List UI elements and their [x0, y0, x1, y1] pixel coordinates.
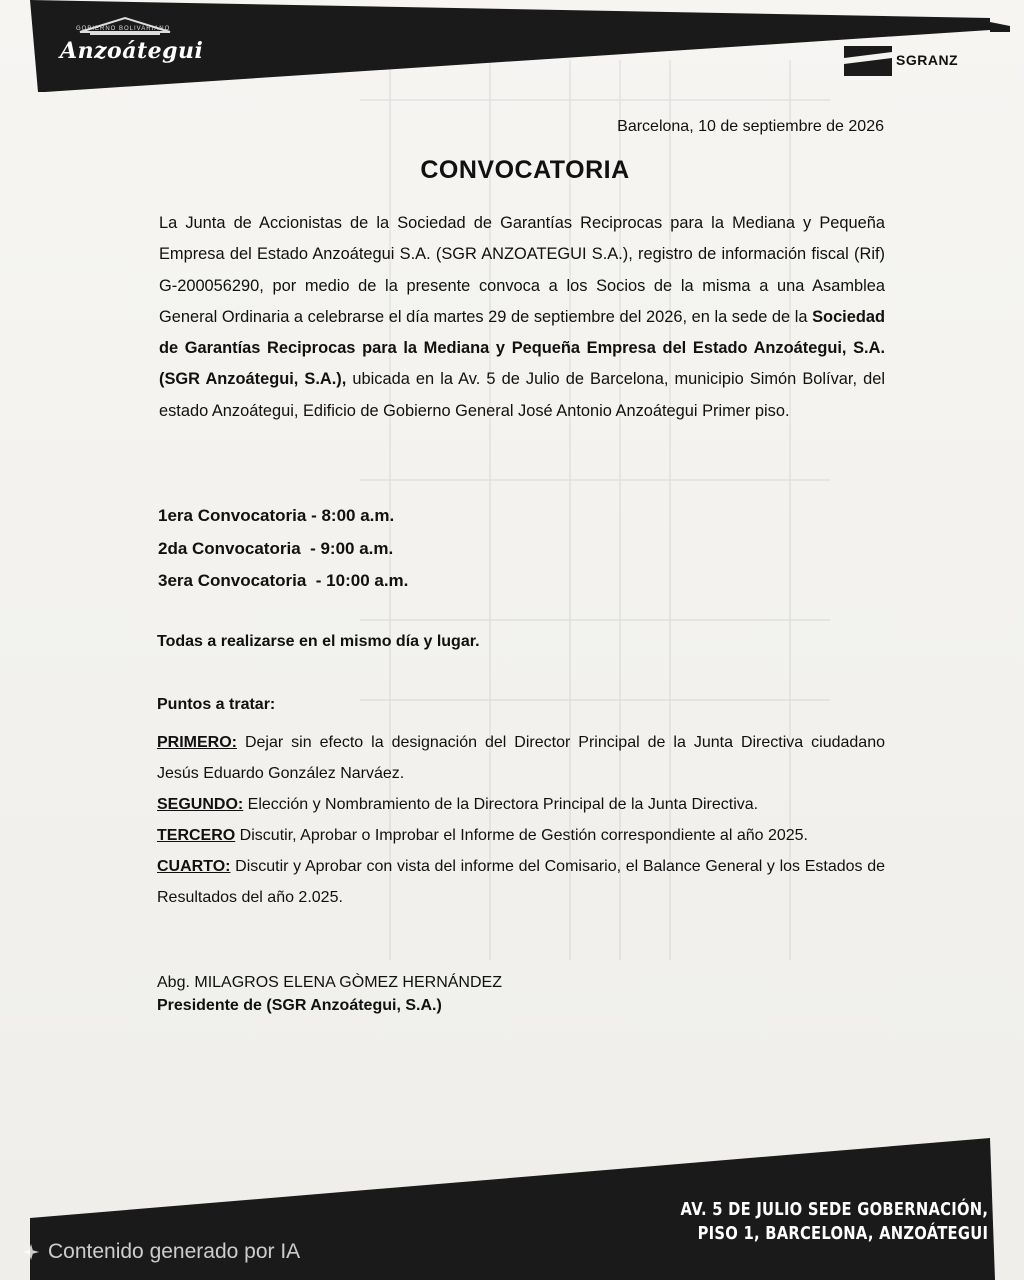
entity-name: Sociedad de Garantías Reciprocas para la Mediana y Pequeña Empresa del Estado Anzoátegui, S.A. (SGR Anzoátegui, S.A.), [159, 307, 885, 389]
point-label: PRIMERO: [157, 734, 237, 751]
agenda-points [157, 727, 885, 913]
point-text: Elección y Nombramiento de la Directora Principal de la Junta Directiva. [243, 796, 759, 813]
point-label: CUARTO: [157, 858, 231, 875]
date-line: Barcelona, 10 de septiembre de 2026 [617, 118, 884, 135]
location-text: ubicada en la Av. 5 de Julio de Barcelona, municipio Simón Bolívar, del estado Anzoátegui, Edificio de Gobierno General José Antonio Anzoátegui Primer piso. [159, 370, 885, 420]
sgranz-wordmark: SGRANZ [896, 52, 959, 68]
list-item [157, 789, 885, 820]
point-label: SEGUNDO: [157, 796, 244, 813]
point-text: Dejar sin efecto la designación del Director Principal de la Junta Directiva ciudadano Jesús Eduardo González Narváez. [157, 734, 885, 782]
signatory-name: Abg. MILAGROS ELENA GÒMEZ HERNÁNDEZ [157, 974, 502, 991]
ai-generated-badge [22, 1240, 300, 1264]
list-item: 2da Convocatoria - 9:00 a.m. [158, 538, 394, 558]
list-item [157, 727, 885, 789]
convocation-paragraph [159, 208, 885, 427]
sparkle-icon [22, 1243, 40, 1261]
point-text: Discutir, Aprobar o Improbar el Informe de Gestión correspondiente al año 2025. [235, 827, 808, 844]
logo-caption: GOBIERNO BOLIVARIANO [76, 26, 171, 32]
list-item: 1era Convocatoria - 8:00 a.m. [158, 506, 395, 525]
ai-watermark-label: Contenido generado por IA [48, 1240, 301, 1263]
page-title: CONVOCATORIA [420, 156, 630, 184]
point-label: TERCERO [157, 827, 236, 844]
footer-address [680, 1198, 988, 1246]
list-item [157, 851, 885, 913]
logo-wordmark: Anzoátegui [60, 38, 204, 64]
sgranz-mark-icon [842, 44, 894, 78]
signatory-role: Presidente de (SGR Anzoátegui, S.A.) [157, 997, 442, 1014]
same-day-note: Todas a realizarse en el mismo día y lugar. [157, 633, 480, 650]
convocatorias-list [158, 500, 408, 598]
sgranz-logo [842, 44, 982, 84]
list-item: 3era Convocatoria - 10:00 a.m. [158, 571, 409, 590]
point-text: Discutir y Aprobar con vista del informe del Comisario, el Balance General y los Estados de Resultados del año 2.025. [157, 858, 885, 906]
footer-line-2: PISO 1, BARCELONA, ANZOÁTEGUI [697, 1223, 988, 1244]
footer-line-1: AV. 5 DE JULIO SEDE GOBERNACIÓN, [680, 1199, 988, 1220]
signature-block [157, 971, 502, 1017]
anzoategui-logo [60, 14, 204, 74]
list-item [157, 820, 885, 851]
intro-text: La Junta de Accionistas de la Sociedad de Garantías Reciprocas para la Mediana y Pequeña Empresa del Estado Anzoátegui S.A. (SGR ANZOATEGUI S.A.), registro de información fiscal (Rif) G-200056290, por medio de la presente convoca a los Socios de la misma a una Asamblea General Ordinaria a celebrarse el día martes 29 de septiembre del 2026, en la sede de la [159, 214, 885, 326]
points-heading: Puntos a tratar: [157, 696, 276, 713]
